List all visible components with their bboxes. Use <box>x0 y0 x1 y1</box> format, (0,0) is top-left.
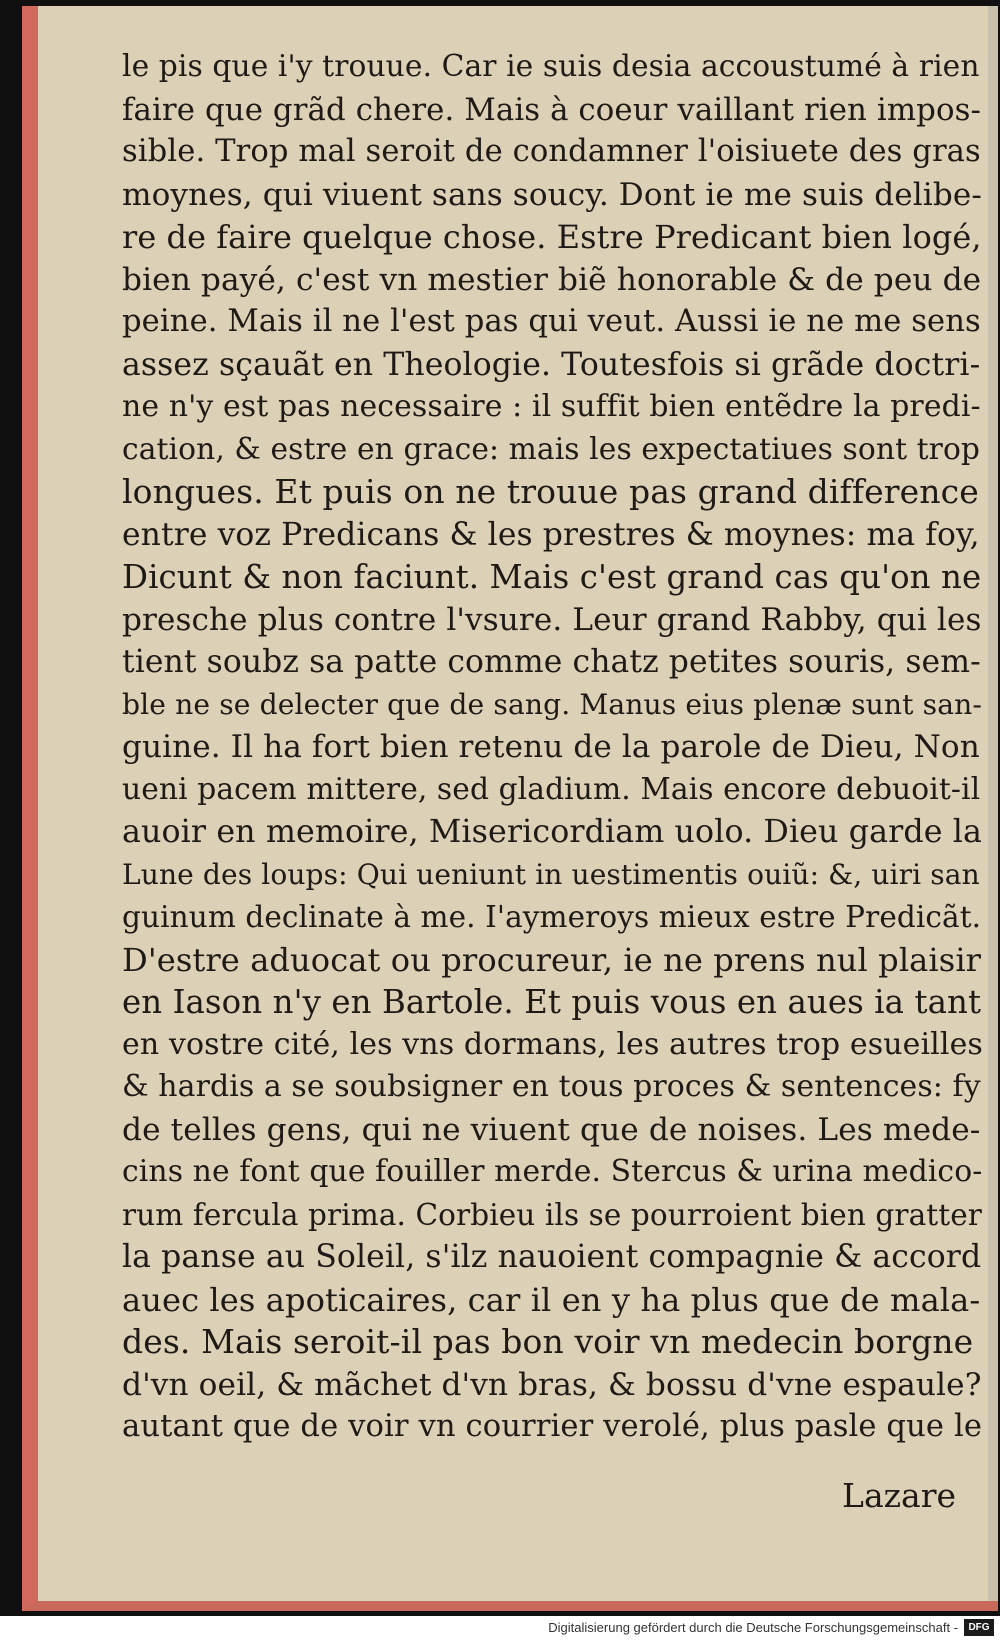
text-line: en Iason n'y en Bartole. Et puis vous en aues ia tant <box>122 983 982 1021</box>
catchword: Lazare <box>842 1476 956 1515</box>
text-line: tient soubz sa patte comme chatz petites souris, sem- <box>122 644 981 680</box>
text-line: Dicunt & non faciunt. Mais c'est grand cas qu'on ne <box>122 558 982 596</box>
text-line: autant que de voir vn courrier verolé, plus pasle que le <box>122 1409 983 1444</box>
text-line: rum fercula prima. Corbieu ils se pourroient bien gratter <box>122 1197 982 1232</box>
text-line: bien payé, c'est vn mestier biẽ honorable & de peu de <box>122 261 982 298</box>
text-line: guine. Il ha fort bien retenu de la parole de Dieu, Non <box>122 729 980 765</box>
dfg-logo: DFG <box>964 1619 994 1636</box>
text-line: ueni pacem mittere, sed gladium. Mais encore debuoit-il <box>122 771 981 807</box>
text-line: des. Mais seroit-il pas bon voir vn medecin borgne <box>122 1322 974 1361</box>
text-line: sible. Trop mal seroit de condamner l'oisiuete des gras <box>122 134 981 169</box>
text-line: la panse au Soleil, s'ilz nauoient compagnie & accord <box>122 1239 982 1275</box>
text-line: presche plus contre l'vsure. Leur grand Rabby, qui les <box>122 601 982 638</box>
text-line: de telles gens, qui ne viuent que de noises. Les mede- <box>122 1111 981 1148</box>
text-line: cins ne font que fouiller merde. Stercus & urina medico- <box>122 1154 983 1189</box>
text-line: ble ne se delecter que de sang. Manus eius plenæ sunt san- <box>122 687 982 721</box>
text-line: auoir en memoire, Misericordiam uolo. Dieu garde la <box>122 814 982 850</box>
funding-notice: Digitalisierung gefördert durch die Deutsche Forschungsgemeinschaft - <box>548 1620 958 1635</box>
text-line: longues. Et puis on ne trouue pas grand difference <box>122 472 979 511</box>
text-line: le pis que i'y trouue. Car ie suis desia accoustumé à rien <box>122 49 980 84</box>
text-line: & hardis a se soubsigner en tous proces & sentences: fy <box>122 1069 981 1104</box>
text-line: peine. Mais il ne l'est pas qui veut. Aussi ie ne me sens <box>122 304 981 339</box>
text-line: en vostre cité, les vns dormans, les autres trop esueilles <box>122 1026 983 1062</box>
text-line: d'vn oeil, & mãchet d'vn bras, & bossu d'vne espaule? <box>122 1366 982 1403</box>
text-line: auec les apoticaires, car il en y ha plus que de mala- <box>122 1280 981 1319</box>
text-line: re de faire quelque chose. Estre Predicant bien logé, <box>122 218 982 256</box>
text-line: guinum declinate à me. I'aymeroys mieux estre Predicãt. <box>122 900 982 934</box>
text-line: ne n'y est pas necessaire : il suffit bien entẽdre la predi- <box>122 389 981 424</box>
digitization-footer <box>0 1616 1000 1644</box>
text-line: faire que grãd chere. Mais à coeur vaillant rien impos- <box>122 91 982 128</box>
text-line: Lune des loups: Qui ueniunt in uestimentis ouiũ: &, uiri san <box>122 857 980 891</box>
text-line: cation, & estre en grace: mais les expectatiues sont trop <box>122 431 981 467</box>
text-line: moynes, qui viuent sans soucy. Dont ie me suis delibe- <box>122 176 982 213</box>
page-edge <box>988 6 998 1601</box>
body-text <box>122 46 982 1449</box>
text-line: entre voz Predicans & les prestres & moynes: ma foy, <box>122 516 980 553</box>
text-line: D'estre aduocat ou procureur, ie ne prens nul plaisir <box>122 940 982 979</box>
text-line: assez sçauãt en Theologie. Toutesfois si grãde doctri- <box>122 346 981 383</box>
